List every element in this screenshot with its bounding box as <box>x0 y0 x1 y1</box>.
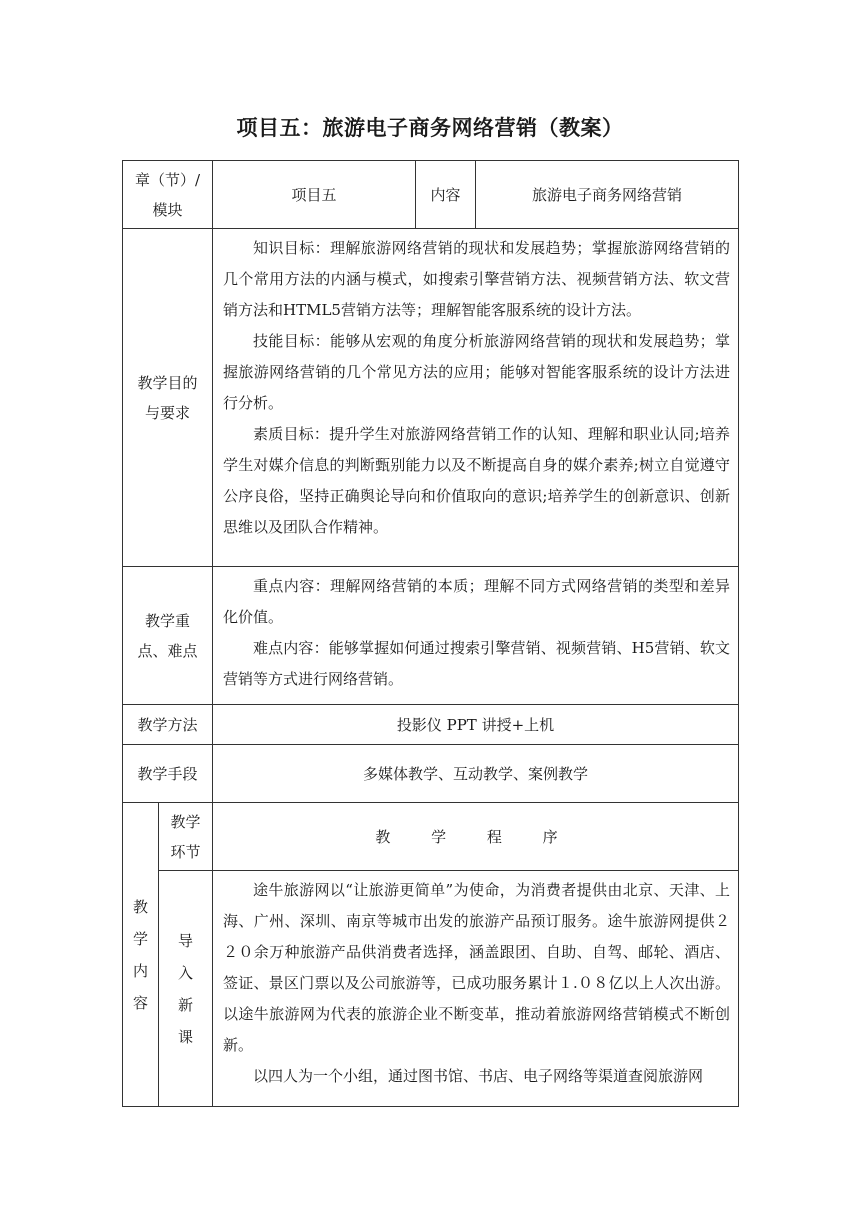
teaching-content-char: 教 <box>132 897 148 916</box>
keypoints-label-line1: 教学重 <box>144 611 190 630</box>
project-cell: 项目五 <box>213 161 416 229</box>
chapter-label-cell <box>123 161 213 229</box>
stage-label-line1: 教学 <box>170 812 201 831</box>
keypoints-content-cell <box>213 567 739 705</box>
teaching-content-char: 学 <box>132 929 148 948</box>
objectives-label-line1: 教学目的 <box>137 373 198 392</box>
procedure-header-cell: 教 学 程 序 <box>213 803 739 871</box>
intro-content-cell <box>213 871 739 1107</box>
quality-objective: 素质目标：提升学生对旅游网络营销工作的认知、理解和职业认同;培养学生对媒介信息的判断甄别能力以及不断提高自身的媒介素养;树立自觉遵守公序良俗，坚持正确舆论导向和价值取向的意识;培养学生的创新意识、创新思维以及团队合作精神。 <box>223 425 730 536</box>
keypoints-row <box>123 567 739 705</box>
intro-paragraph: 途牛旅游网以“让旅游更简单”为使命，为消费者提供由北京、天津、上海、广州、深圳、南京等城市出发的旅游产品预订服务。途牛旅游网提供２２０余万种旅游产品供消费者选择，涵盖跟团、自助、自驾、邮轮、酒店、签证、景区门票以及公司旅游等，已成功服务累计１.０８亿以上人次出游。以途牛旅游网为代表的旅游企业不断变革，推动着旅游网络营销模式不断创新。 <box>223 881 730 1054</box>
intro-label-char: 入 <box>177 963 193 982</box>
method-value-cell: 投影仪 PPT 讲授+上机 <box>213 705 739 745</box>
difficult-content: 难点内容：能够掌握如何通过搜索引擎营销、视频营销、H5营销、软文营销等方式进行网络营销。 <box>223 639 730 688</box>
stage-label-cell <box>159 803 213 871</box>
teaching-content-char: 容 <box>132 993 148 1012</box>
chapter-label-line2: 模块 <box>152 200 183 219</box>
chapter-label-line1: 章（节）/ <box>134 170 201 189</box>
intro-paragraph: 以四人为一个小组，通过图书馆、书店、电子网络等渠道查阅旅游网 <box>253 1067 704 1085</box>
teaching-content-label-cell <box>123 803 159 1107</box>
means-label-cell: 教学手段 <box>123 745 213 803</box>
method-row <box>123 705 739 745</box>
method-label-cell: 教学方法 <box>123 705 213 745</box>
lesson-plan-table <box>122 160 739 1107</box>
intro-label-char: 新 <box>177 995 193 1014</box>
skill-objective: 技能目标：能够从宏观的角度分析旅游网络营销的现状和发展趋势；掌握旅游网络营销的几个常见方法的应用；能够对智能客服系统的设计方法进行分析。 <box>223 332 730 412</box>
header-row <box>123 161 739 229</box>
stage-label-line2: 环节 <box>170 842 201 861</box>
intro-label-char: 课 <box>177 1027 193 1046</box>
objectives-row <box>123 229 739 567</box>
key-content: 重点内容：理解网络营销的本质；理解不同方式网络营销的类型和差异化价值。 <box>223 577 730 626</box>
stage-header-row <box>123 803 739 871</box>
intro-row <box>123 871 739 1107</box>
keypoints-label-line2: 点、难点 <box>137 641 198 660</box>
means-value-cell: 多媒体教学、互动教学、案例教学 <box>213 745 739 803</box>
content-value-cell: 旅游电子商务网络营销 <box>476 161 739 229</box>
intro-label-char: 导 <box>177 931 193 950</box>
teaching-content-char: 内 <box>132 961 148 980</box>
document-title: 项目五：旅游电子商务网络营销（教案） <box>236 116 624 140</box>
objectives-label-line2: 与要求 <box>144 403 190 422</box>
intro-label-cell <box>159 871 213 1107</box>
means-row <box>123 745 739 803</box>
objectives-label-cell <box>123 229 213 567</box>
objectives-content-cell <box>213 229 739 567</box>
keypoints-label-cell <box>123 567 213 705</box>
content-label-cell: 内容 <box>416 161 476 229</box>
knowledge-objective: 知识目标：理解旅游网络营销的现状和发展趋势；掌握旅游网络营销的几个常用方法的内涵与模式，如搜索引擎营销方法、视频营销方法、软文营销方法和HTML5营销方法等；理解智能客服系统的设计方法。 <box>223 239 730 319</box>
